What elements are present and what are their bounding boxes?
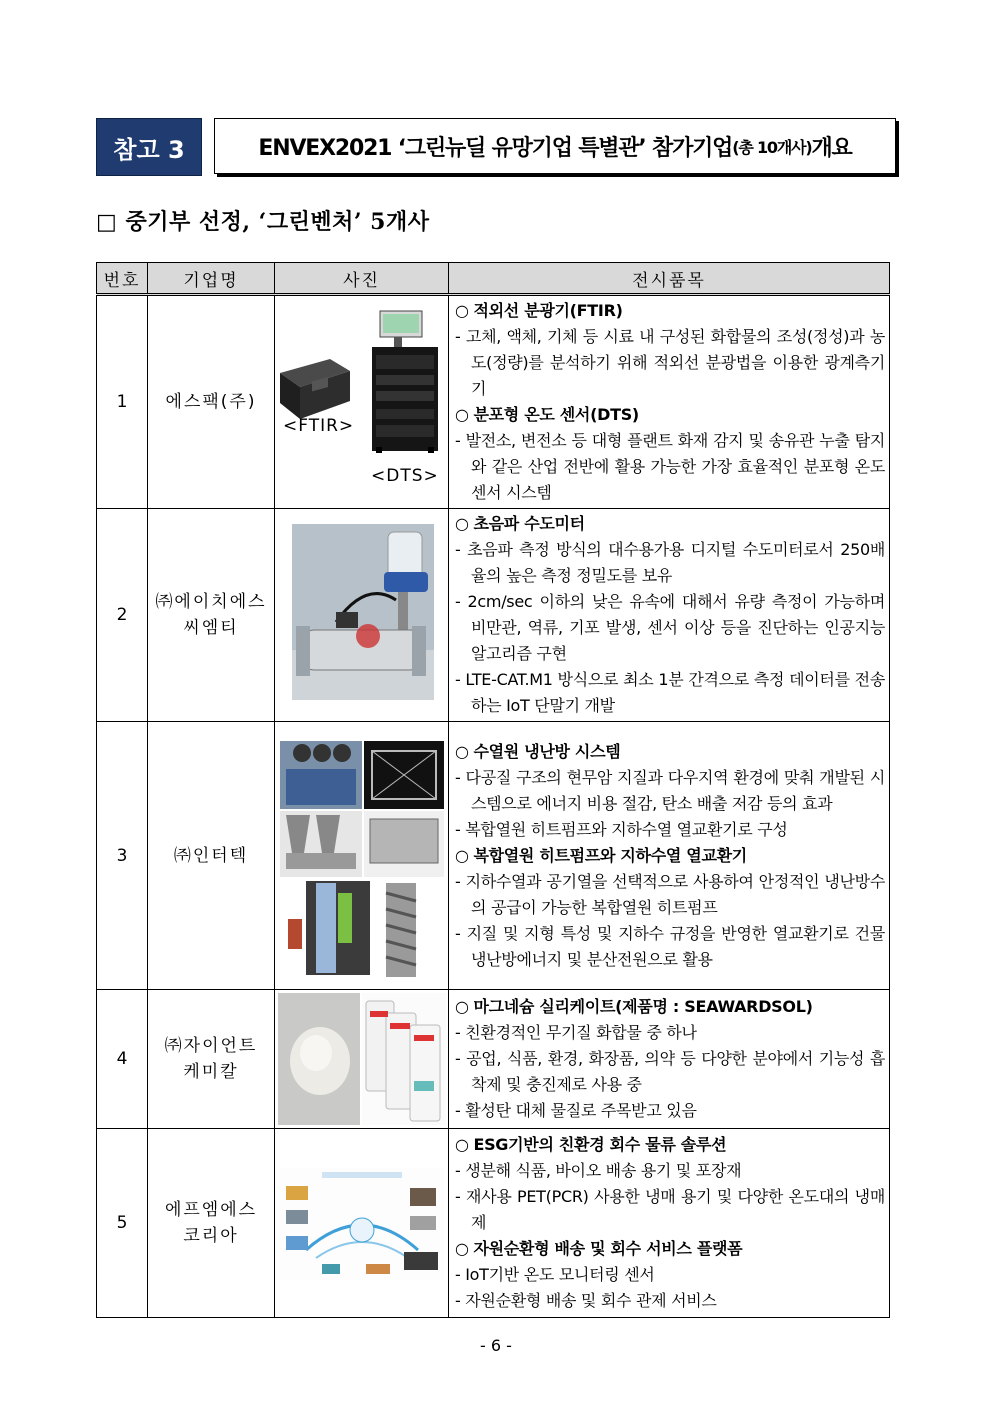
exhibit-items	[449, 990, 890, 1129]
item-detail: - 발전소, 변전소 등 대형 플랜트 화재 감지 및 송유관 누출 탐지와 같은 산업 전반에 활용 가능한 가장 효율적인 분포형 온도 센서 시스템	[455, 428, 885, 506]
row-number: 1	[97, 295, 148, 509]
item-detail: - 공업, 식품, 환경, 화장품, 의약 등 다양한 분야에서 기능성 흡착제 및 충진제로 사용 중	[455, 1046, 885, 1098]
header-number: 번호	[97, 263, 148, 295]
page-number: - 6 -	[480, 1336, 512, 1355]
item-title: ○ 마그네슘 실리케이트(제품명 : SEAWARDSOL)	[455, 994, 885, 1020]
product-photo-water-meter	[275, 509, 449, 722]
title-main: ENVEX2021 ‘그린뉴딜 유망기업 특별관’ 참가기업	[258, 135, 733, 161]
company-table	[96, 262, 890, 1318]
company-name-line: 코리아	[183, 1226, 239, 1246]
company-name-line: 케미칼	[183, 1062, 239, 1082]
heat-pump-system-image	[276, 723, 448, 989]
table-row	[97, 509, 890, 722]
document-title	[214, 118, 896, 174]
item-title: ○ ESG기반의 친환경 회수 물류 솔루션	[455, 1132, 885, 1158]
item-title: ○ 복합열원 히트펌프와 지하수열 열교환기	[455, 843, 885, 869]
table-row	[97, 990, 890, 1129]
row-number: 4	[97, 990, 148, 1129]
item-detail: - 초음파 측정 방식의 대수용가용 디지털 수도미터로서 250배율의 높은 측정 정밀도를 보유	[455, 537, 885, 589]
company-name	[148, 722, 275, 990]
company-name-line: 에프엠에스	[164, 1200, 258, 1220]
company-name-line: 에스팩(주)	[165, 392, 257, 412]
caption-dts: <DTS>	[371, 466, 439, 486]
company-name-line: ㈜에이치에스	[155, 592, 267, 612]
item-detail: - 친환경적인 무기질 화합물 중 하나	[455, 1020, 885, 1046]
water-meter-image	[276, 510, 448, 718]
row-number: 3	[97, 722, 148, 990]
company-name	[148, 295, 275, 509]
item-title: ○ 분포형 온도 센서(DTS)	[455, 402, 885, 428]
row-number: 5	[97, 1129, 148, 1318]
magnesium-silicate-image	[276, 991, 448, 1128]
title-end: 개요	[811, 135, 852, 161]
section-title: □ 중기부 선정, ‘그린벤처’ 5개사	[96, 209, 430, 235]
company-name	[148, 509, 275, 722]
row-number: 2	[97, 509, 148, 722]
item-detail: - 지하수열과 공기열을 선택적으로 사용하여 안정적인 냉난방수의 공급이 가능한 복합열원 히트펌프	[455, 869, 885, 921]
table-row	[97, 1129, 890, 1318]
item-title: ○ 수열원 냉난방 시스템	[455, 739, 885, 765]
product-photo-heat-pump	[275, 722, 449, 990]
table-row	[97, 722, 890, 990]
item-detail: - LTE-CAT.M1 방식으로 최소 1분 간격으로 측정 데이터를 전송하는 IoT 단말기 개발	[455, 667, 885, 719]
logistics-diagram-image	[276, 1130, 448, 1317]
company-name-line: ㈜자이언트	[164, 1036, 258, 1056]
header-company: 기업명	[148, 263, 275, 295]
exhibit-items	[449, 509, 890, 722]
item-detail: - 자원순환형 배송 및 회수 관제 서비스	[455, 1288, 885, 1314]
product-photo-ftir-dts	[275, 295, 449, 509]
title-count: (총 10개사)	[732, 137, 812, 157]
company-name	[148, 1129, 275, 1318]
company-name-line: 씨엠티	[183, 618, 239, 638]
item-title: ○ 적외선 분광기(FTIR)	[455, 298, 885, 324]
table-header-row	[97, 263, 890, 295]
exhibit-items	[449, 295, 890, 509]
item-detail: - 복합열원 히트펌프와 지하수열 열교환기로 구성	[455, 817, 885, 843]
item-detail: - 지질 및 지형 특성 및 지하수 규정을 반영한 열교환기로 건물 냉난방에너지 및 분산전원으로 활용	[455, 921, 885, 973]
product-photo-logistics	[275, 1129, 449, 1318]
item-detail: - 고체, 액체, 기체 등 시료 내 구성된 화합물의 조성(정성)과 농도(정량)를 분석하기 위해 적외선 분광법을 이용한 광계측기기	[455, 324, 885, 402]
item-detail: - 활성탄 대체 물질로 주목받고 있음	[455, 1098, 885, 1124]
company-name-line: ㈜인터텍	[173, 845, 249, 866]
reference-badge: 참고 3	[96, 118, 202, 176]
exhibit-items	[449, 722, 890, 990]
item-detail: - 생분해 식품, 바이오 배송 용기 및 포장재	[455, 1158, 885, 1184]
exhibit-items	[449, 1129, 890, 1318]
item-detail: - 다공질 구조의 현무암 지질과 다우지역 환경에 맞춰 개발된 시스템으로 에너지 비용 절감, 탄소 배출 저감 등의 효과	[455, 765, 885, 817]
header-photo: 사진	[275, 263, 449, 295]
table-row	[97, 295, 890, 509]
item-title: ○ 초음파 수도미터	[455, 511, 885, 537]
item-title: ○ 자원순환형 배송 및 회수 서비스 플랫폼	[455, 1236, 885, 1262]
item-detail: - 2cm/sec 이하의 낮은 유속에 대해서 유량 측정이 가능하며 비만관, 역류, 기포 발생, 센서 이상 등을 진단하는 인공지능 알고리즘 구현	[455, 589, 885, 667]
product-photo-silicate	[275, 990, 449, 1129]
item-detail: - IoT기반 온도 모니터링 센서	[455, 1262, 885, 1288]
company-name	[148, 990, 275, 1129]
item-detail: - 재사용 PET(PCR) 사용한 냉매 용기 및 다양한 온도대의 냉매제	[455, 1184, 885, 1236]
header-items: 전시품목	[449, 263, 890, 295]
caption-ftir: <FTIR>	[283, 416, 355, 436]
